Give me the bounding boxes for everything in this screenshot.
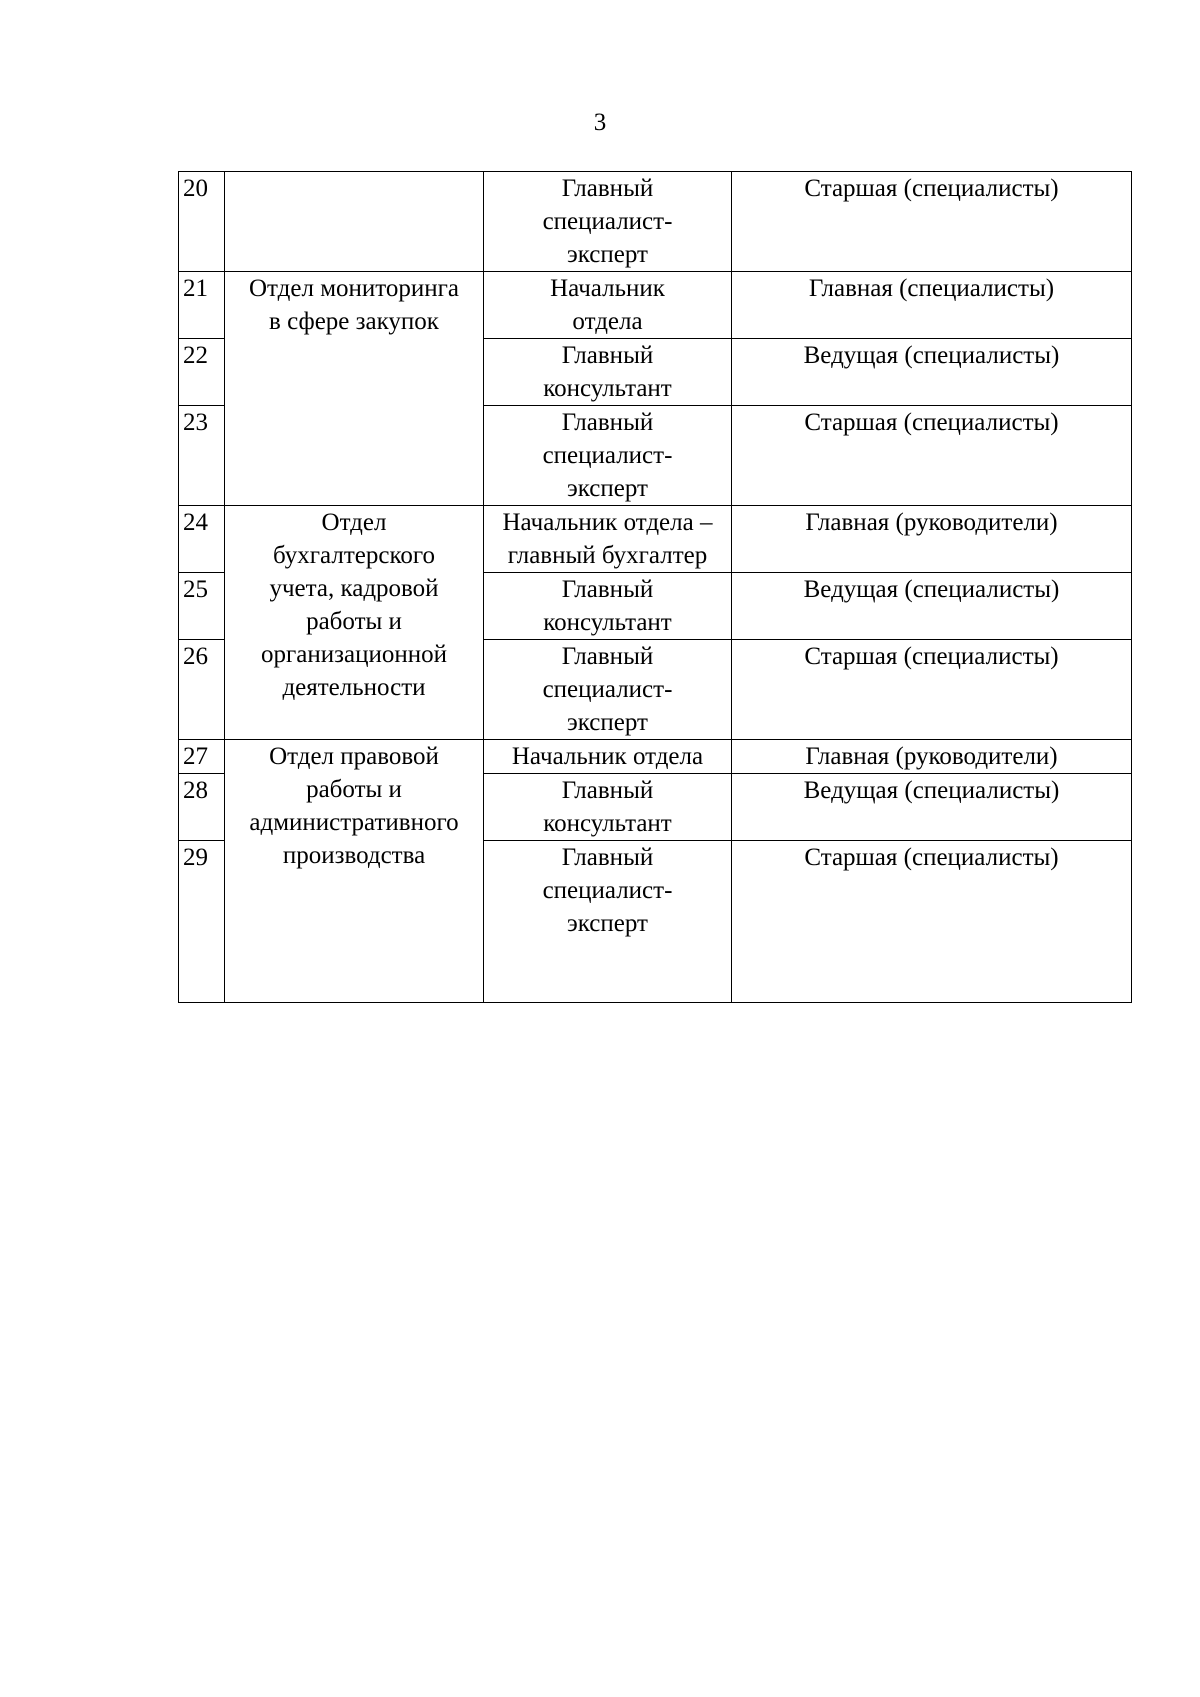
position-line: эксперт <box>567 709 648 736</box>
position-line: Начальник отдела <box>511 743 704 770</box>
department-line: административного <box>249 809 459 836</box>
department-line: работы и <box>306 776 402 803</box>
row-number: 22 <box>179 339 225 406</box>
position-line: Главный <box>561 844 654 871</box>
row-number: 20 <box>179 172 225 272</box>
position-group-cell: Старшая (специалисты) <box>732 406 1132 506</box>
position-line: главный бухгалтер <box>507 542 708 569</box>
row-number: 29 <box>179 841 225 1003</box>
row-number: 28 <box>179 774 225 841</box>
position-line: консультант <box>543 375 672 402</box>
department-cell <box>225 506 484 740</box>
department-line: работы и <box>306 608 402 635</box>
position-line: эксперт <box>567 241 648 268</box>
table-row <box>179 272 1132 339</box>
staff-positions-table <box>178 171 1132 1003</box>
position-line: эксперт <box>567 910 648 937</box>
department-cell-empty <box>225 172 484 272</box>
position-line: отдела <box>572 308 643 335</box>
row-number: 25 <box>179 573 225 640</box>
position-group-cell: Ведущая (специалисты) <box>732 573 1132 640</box>
position-cell <box>484 573 732 640</box>
position-line: специалист- <box>542 442 673 469</box>
department-line: Отдел <box>321 509 387 536</box>
position-line: Главный <box>561 175 654 202</box>
position-cell <box>484 406 732 506</box>
position-cell <box>484 339 732 406</box>
position-line: Главный <box>561 409 654 436</box>
position-group-cell: Ведущая (специалисты) <box>732 774 1132 841</box>
row-number: 27 <box>179 740 225 774</box>
position-line: Начальник <box>550 275 665 302</box>
row-number: 23 <box>179 406 225 506</box>
position-cell <box>484 172 732 272</box>
position-line: специалист- <box>542 877 673 904</box>
position-line: Начальник отдела – <box>502 509 713 536</box>
position-line: Главный <box>561 342 654 369</box>
position-group-cell: Главная (руководители) <box>732 506 1132 573</box>
row-number: 24 <box>179 506 225 573</box>
position-line: консультант <box>543 609 672 636</box>
department-line: Отдел правовой <box>269 743 439 770</box>
table-row <box>179 172 1132 272</box>
position-group-cell: Старшая (специалисты) <box>732 841 1132 1003</box>
department-line: Отдел мониторинга <box>249 275 459 302</box>
department-line: в сфере закупок <box>269 308 439 335</box>
position-line: консультант <box>543 810 672 837</box>
department-line: учета, кадровой <box>269 575 439 602</box>
position-line: специалист- <box>542 208 673 235</box>
position-group-cell: Главная (руководители) <box>732 740 1132 774</box>
row-number: 21 <box>179 272 225 339</box>
department-line: бухгалтерского <box>273 542 435 569</box>
department-cell <box>225 740 484 1003</box>
table-row <box>179 506 1132 573</box>
position-line: Главный <box>561 777 654 804</box>
position-cell <box>484 272 732 339</box>
position-line: специалист- <box>542 676 673 703</box>
position-cell <box>484 841 732 1003</box>
position-line: Главный <box>561 643 654 670</box>
department-line: организационной <box>261 641 447 668</box>
position-line: Главный <box>561 576 654 603</box>
position-group-cell: Старшая (специалисты) <box>732 172 1132 272</box>
position-cell <box>484 740 732 774</box>
table-row <box>179 740 1132 774</box>
position-group-cell: Главная (специалисты) <box>732 272 1132 339</box>
page-number: 3 <box>593 109 607 136</box>
department-line: деятельности <box>282 674 426 701</box>
position-cell <box>484 774 732 841</box>
department-cell <box>225 272 484 506</box>
position-group-cell: Старшая (специалисты) <box>732 640 1132 740</box>
row-number: 26 <box>179 640 225 740</box>
department-line: производства <box>282 842 426 869</box>
position-cell <box>484 506 732 573</box>
position-group-cell: Ведущая (специалисты) <box>732 339 1132 406</box>
position-line: эксперт <box>567 475 648 502</box>
position-cell <box>484 640 732 740</box>
